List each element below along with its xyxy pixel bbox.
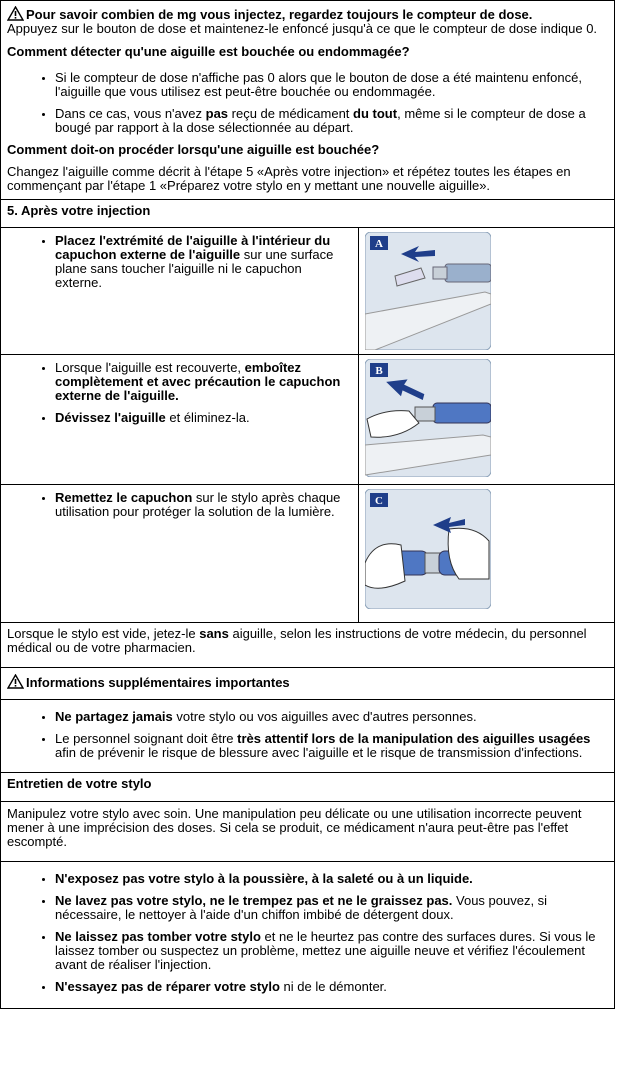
illustration-a <box>365 232 491 350</box>
list-item: • Le personnel soignant doit être très attentif lors de la manipulation des aiguilles usagées afin de prévenir le risque de blessure avec l'aiguille et le risque de transmission d'infections. <box>55 732 608 760</box>
list-item: • Placez l'extrémité de l'aiguille à l'intérieur du capuchon externe de l'aiguille sur une surface plane sans toucher l'aiguille ni le capuchon externe. <box>55 234 352 290</box>
illustration-c <box>365 489 491 609</box>
info-list <box>0 700 615 773</box>
step-b <box>0 355 615 485</box>
list-item: • Si le compteur de dose n'affiche pas 0 alors que le bouton de dose a été maintenu enfoncé, l'aiguille que vous utilisez est peut-être bouchée ou endommagée. <box>55 71 608 99</box>
list-item: • Remettez le capuchon sur le stylo après chaque utilisation pour protéger la solution de la lumière. <box>55 491 352 519</box>
dose-section <box>0 0 615 200</box>
warning-icon <box>7 674 24 689</box>
step-a <box>0 228 615 355</box>
step-c <box>0 485 615 623</box>
list-item: • Ne partagez jamais votre stylo ou vos aiguilles avec d'autres personnes. <box>55 710 608 724</box>
list-item: • Ne laissez pas tomber votre stylo et ne le heurtez pas contre des surfaces dures. Si vous le laissez tomber ou suspectez un problème, mettez une aiguille neuve et vérifiez l'écoulement avant de réaliser l'injection. <box>55 930 608 972</box>
list-item: • Dans ce cas, vous n'avez pas reçu de médicament du tout, même si le compteur de dose a bougé par rapport à la dose sélectionnée au départ. <box>55 107 608 135</box>
warning-icon <box>7 6 24 21</box>
blocked-question: Comment détecter qu'une aiguille est bouchée ou endommagée? <box>7 44 410 59</box>
care-list <box>0 862 615 1009</box>
care-heading: Entretien de votre stylo <box>0 773 615 802</box>
procedure-question: Comment doit-on procéder lorsqu'une aiguille est bouchée? <box>7 142 380 157</box>
dose-text: Appuyez sur le bouton de dose et maintenez-le enfoncé jusqu'à ce que le compteur de dose indique 0. <box>7 21 598 36</box>
after-injection-heading: 5. Après votre injection <box>0 200 615 228</box>
svg-text:C: C <box>375 495 383 507</box>
list-item: • N'exposez pas votre stylo à la poussière, à la saleté ou à un liquide. <box>55 872 608 886</box>
empty-pen-note: Lorsque le stylo est vide, jetez-le sans aiguille, selon les instructions de votre médecin, du personnel médical ou de votre pharmacien. <box>0 623 615 668</box>
list-item: • N'essayez pas de réparer votre stylo ni de le démonter. <box>55 980 608 994</box>
care-text: Manipulez votre stylo avec soin. Une manipulation peu délicate ou une utilisation incorrecte peuvent mener à une imprécision des doses. Si cela se produit, ce médicament n'aura peut-être pas l'effet escompté. <box>0 802 615 862</box>
info-heading: Informations supplémentaires importantes <box>0 668 615 700</box>
illustration-b <box>365 359 491 477</box>
list-item: • Lorsque l'aiguille est recouverte, emboîtez complètement et avec précaution le capuchon externe de l'aiguille. <box>55 361 352 403</box>
dose-title: Pour savoir combien de mg vous injectez, regardez toujours le compteur de dose. <box>7 6 608 22</box>
procedure-text: Changez l'aiguille comme décrit à l'étape 5 «Après votre injection» et répétez toutes les étapes en commençant par l'étape 1 «Préparez votre stylo en y mettant une nouvelle aiguille». <box>7 164 571 193</box>
list-item: • Dévissez l'aiguille et éliminez-la. <box>55 411 352 425</box>
svg-text:A: A <box>375 238 383 250</box>
list-item: • Ne lavez pas votre stylo, ne le trempez pas et ne le graissez pas. Vous pouvez, si nécessaire, le nettoyer à l'aide d'un chiffon imbibé de détergent doux. <box>55 894 608 922</box>
svg-text:B: B <box>375 365 383 377</box>
